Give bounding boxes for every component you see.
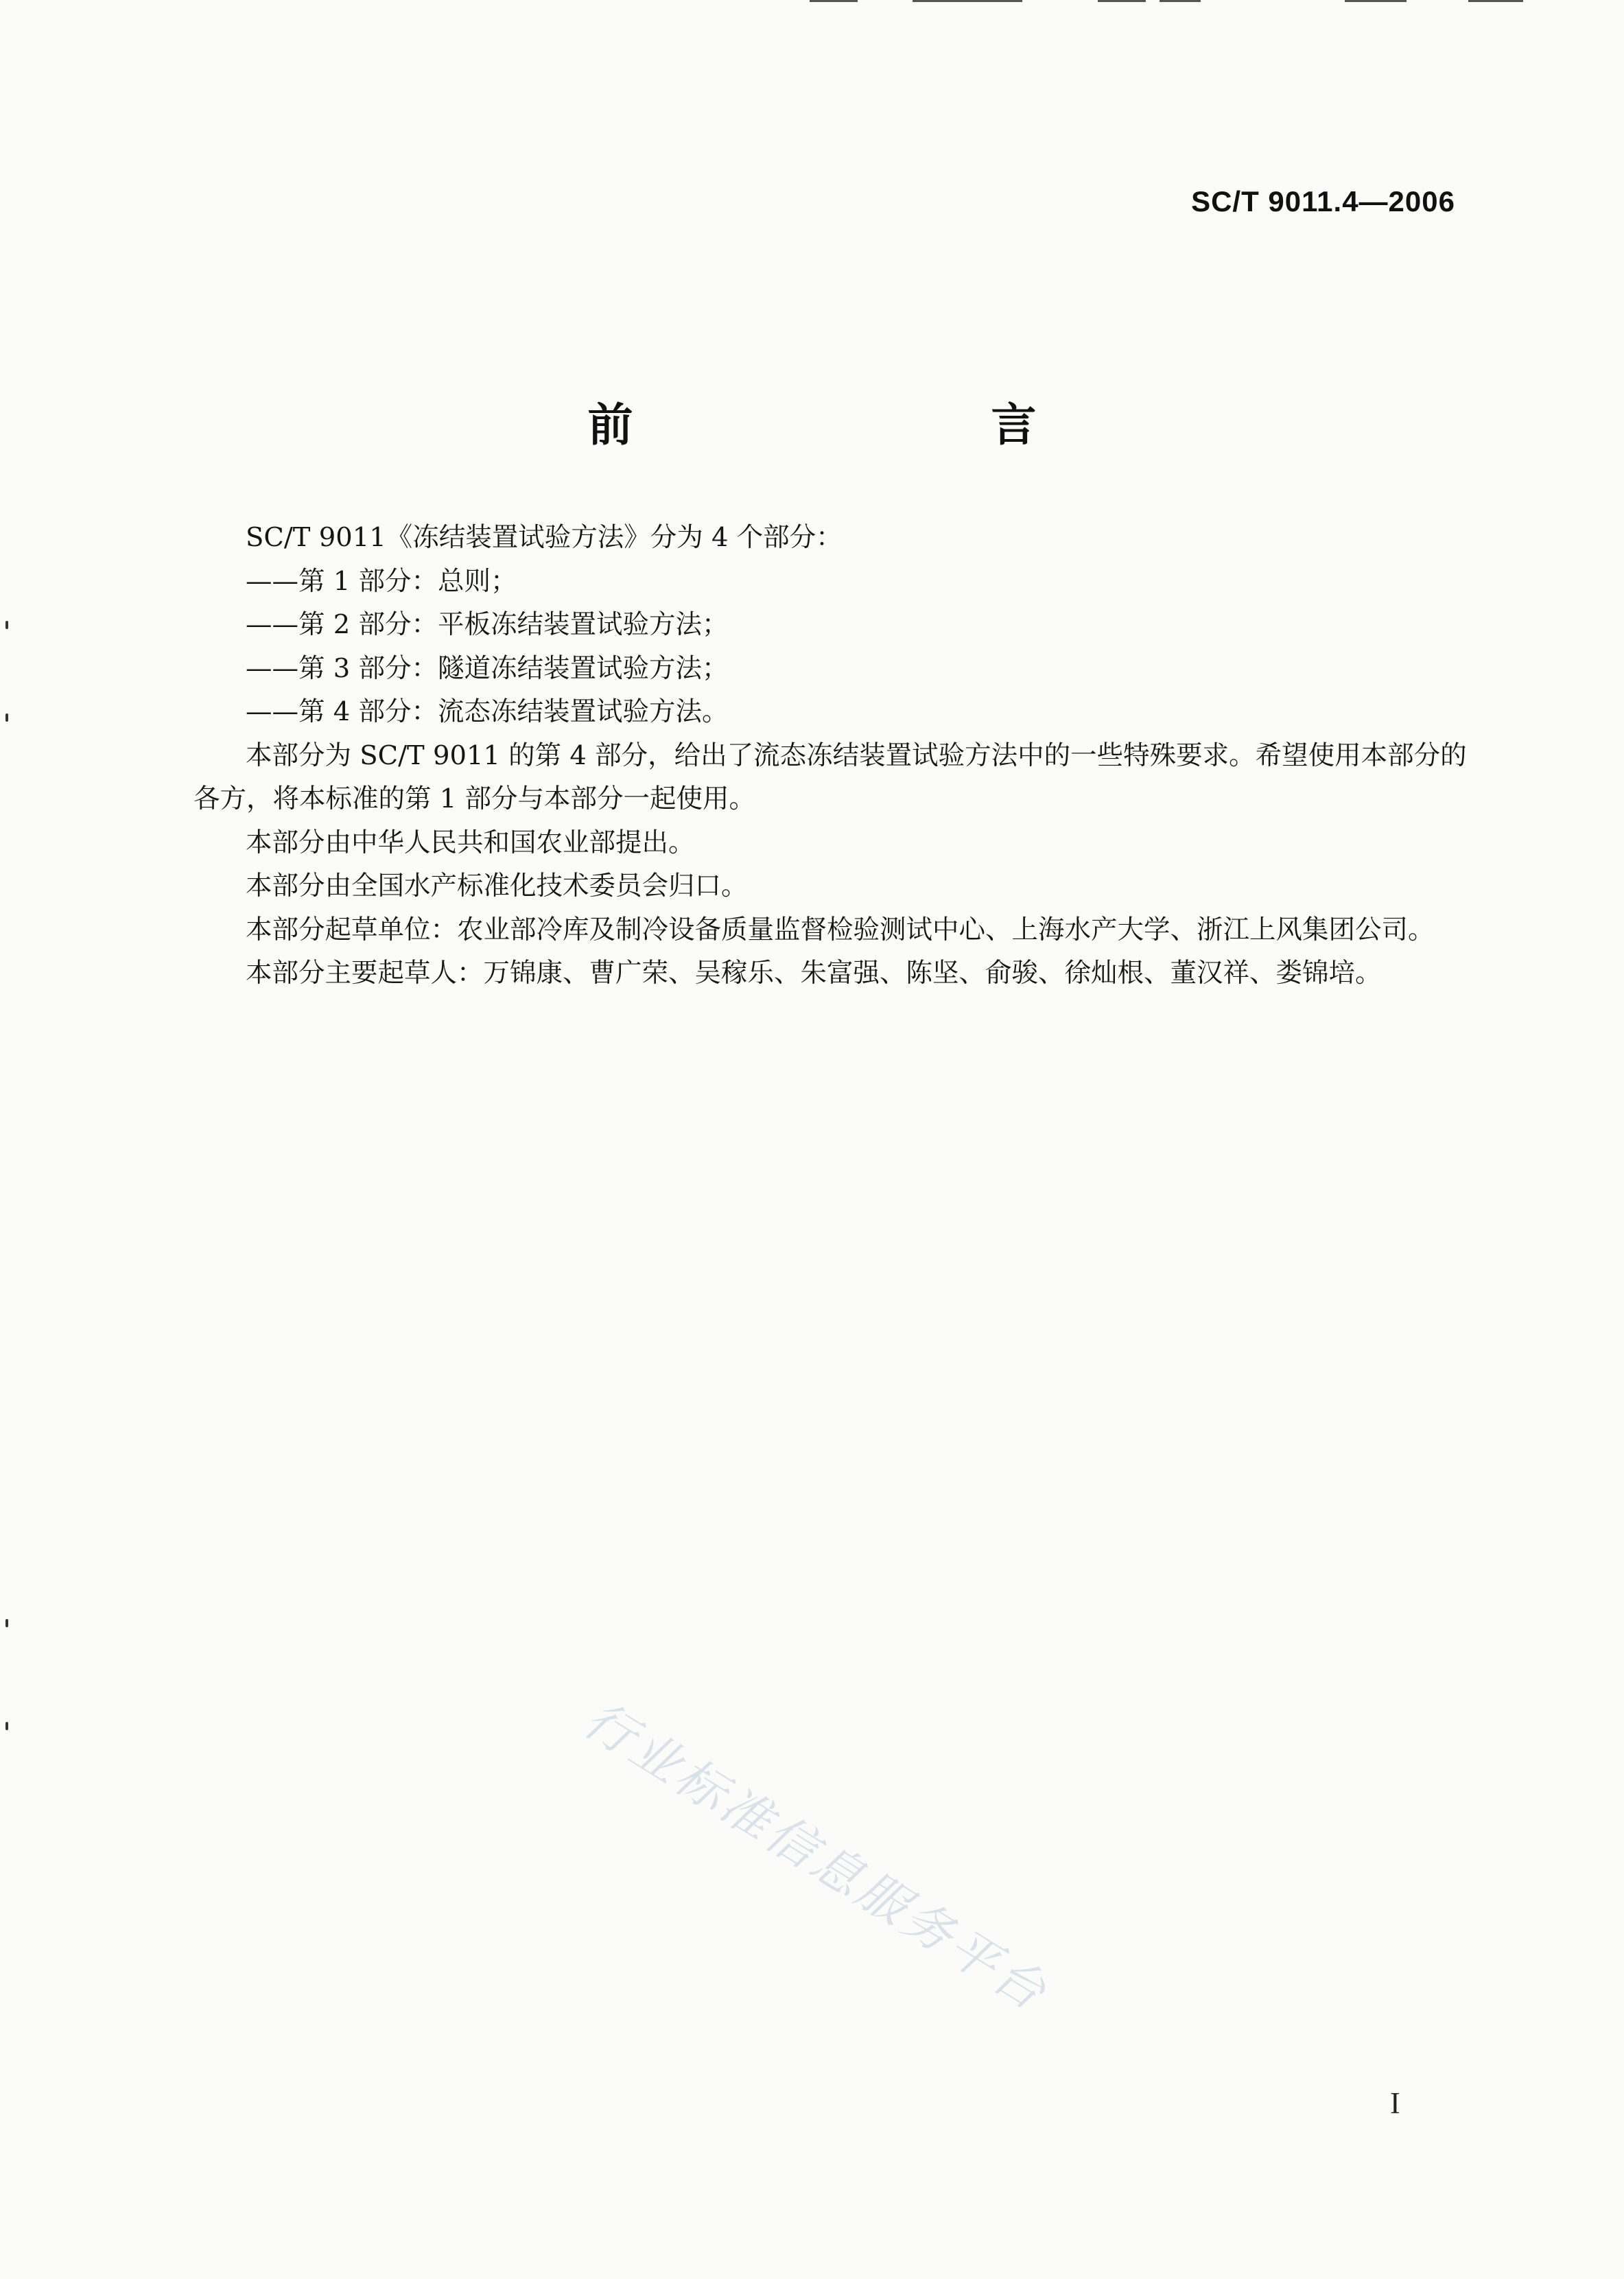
scan-speck [5,621,8,629]
standard-number: SC/T 9011.4—2006 [1191,185,1455,217]
paragraph-proposed-by: 本部分由中华人民共和国农业部提出。 [246,827,695,858]
list-item-part-4: ——第 4 部分：流态冻结装置试验方法。 [246,696,729,727]
scan-speck [5,1722,8,1730]
scan-artifacts [0,0,1624,4]
list-item-part-3: ——第 3 部分：隧道冻结装置试验方法； [246,652,729,684]
list-item-part-1: ——第 1 部分：总则； [246,565,517,597]
scan-speck [5,1619,8,1627]
page-title: 前 言 [587,399,1126,451]
paragraph-drafters: 本部分主要起草人：万锦康、曹广荣、吴稼乐、朱富强、陈坚、俞骏、徐灿根、董汉祥、娄锦培。 [246,958,1382,989]
paragraph-intro: SC/T 9011《冻结装置试验方法》分为 4 个部分： [246,522,843,553]
foreword-body [193,516,1472,995]
paragraph-scope: 本部分为 SC/T 9011 的第 4 部分，给出了流态冻结装置试验方法中的一些特殊要求。希望使用本部分的各方，将本标准的第 1 部分与本部分一起使用。 [193,740,1467,814]
page-number: I [1390,2086,1400,2120]
scan-speck [5,713,8,722]
watermark: 行业标准信息服务平台 [574,1690,1059,2023]
paragraph-drafting-units: 本部分起草单位：农业部冷库及制冷设备质量监督检验测试中心、上海水产大学、浙江上风集团公司。 [246,914,1435,945]
list-item-part-2: ——第 2 部分：平板冻结装置试验方法； [246,609,729,640]
paragraph-centralized-by: 本部分由全国水产标准化技术委员会归口。 [246,871,748,901]
